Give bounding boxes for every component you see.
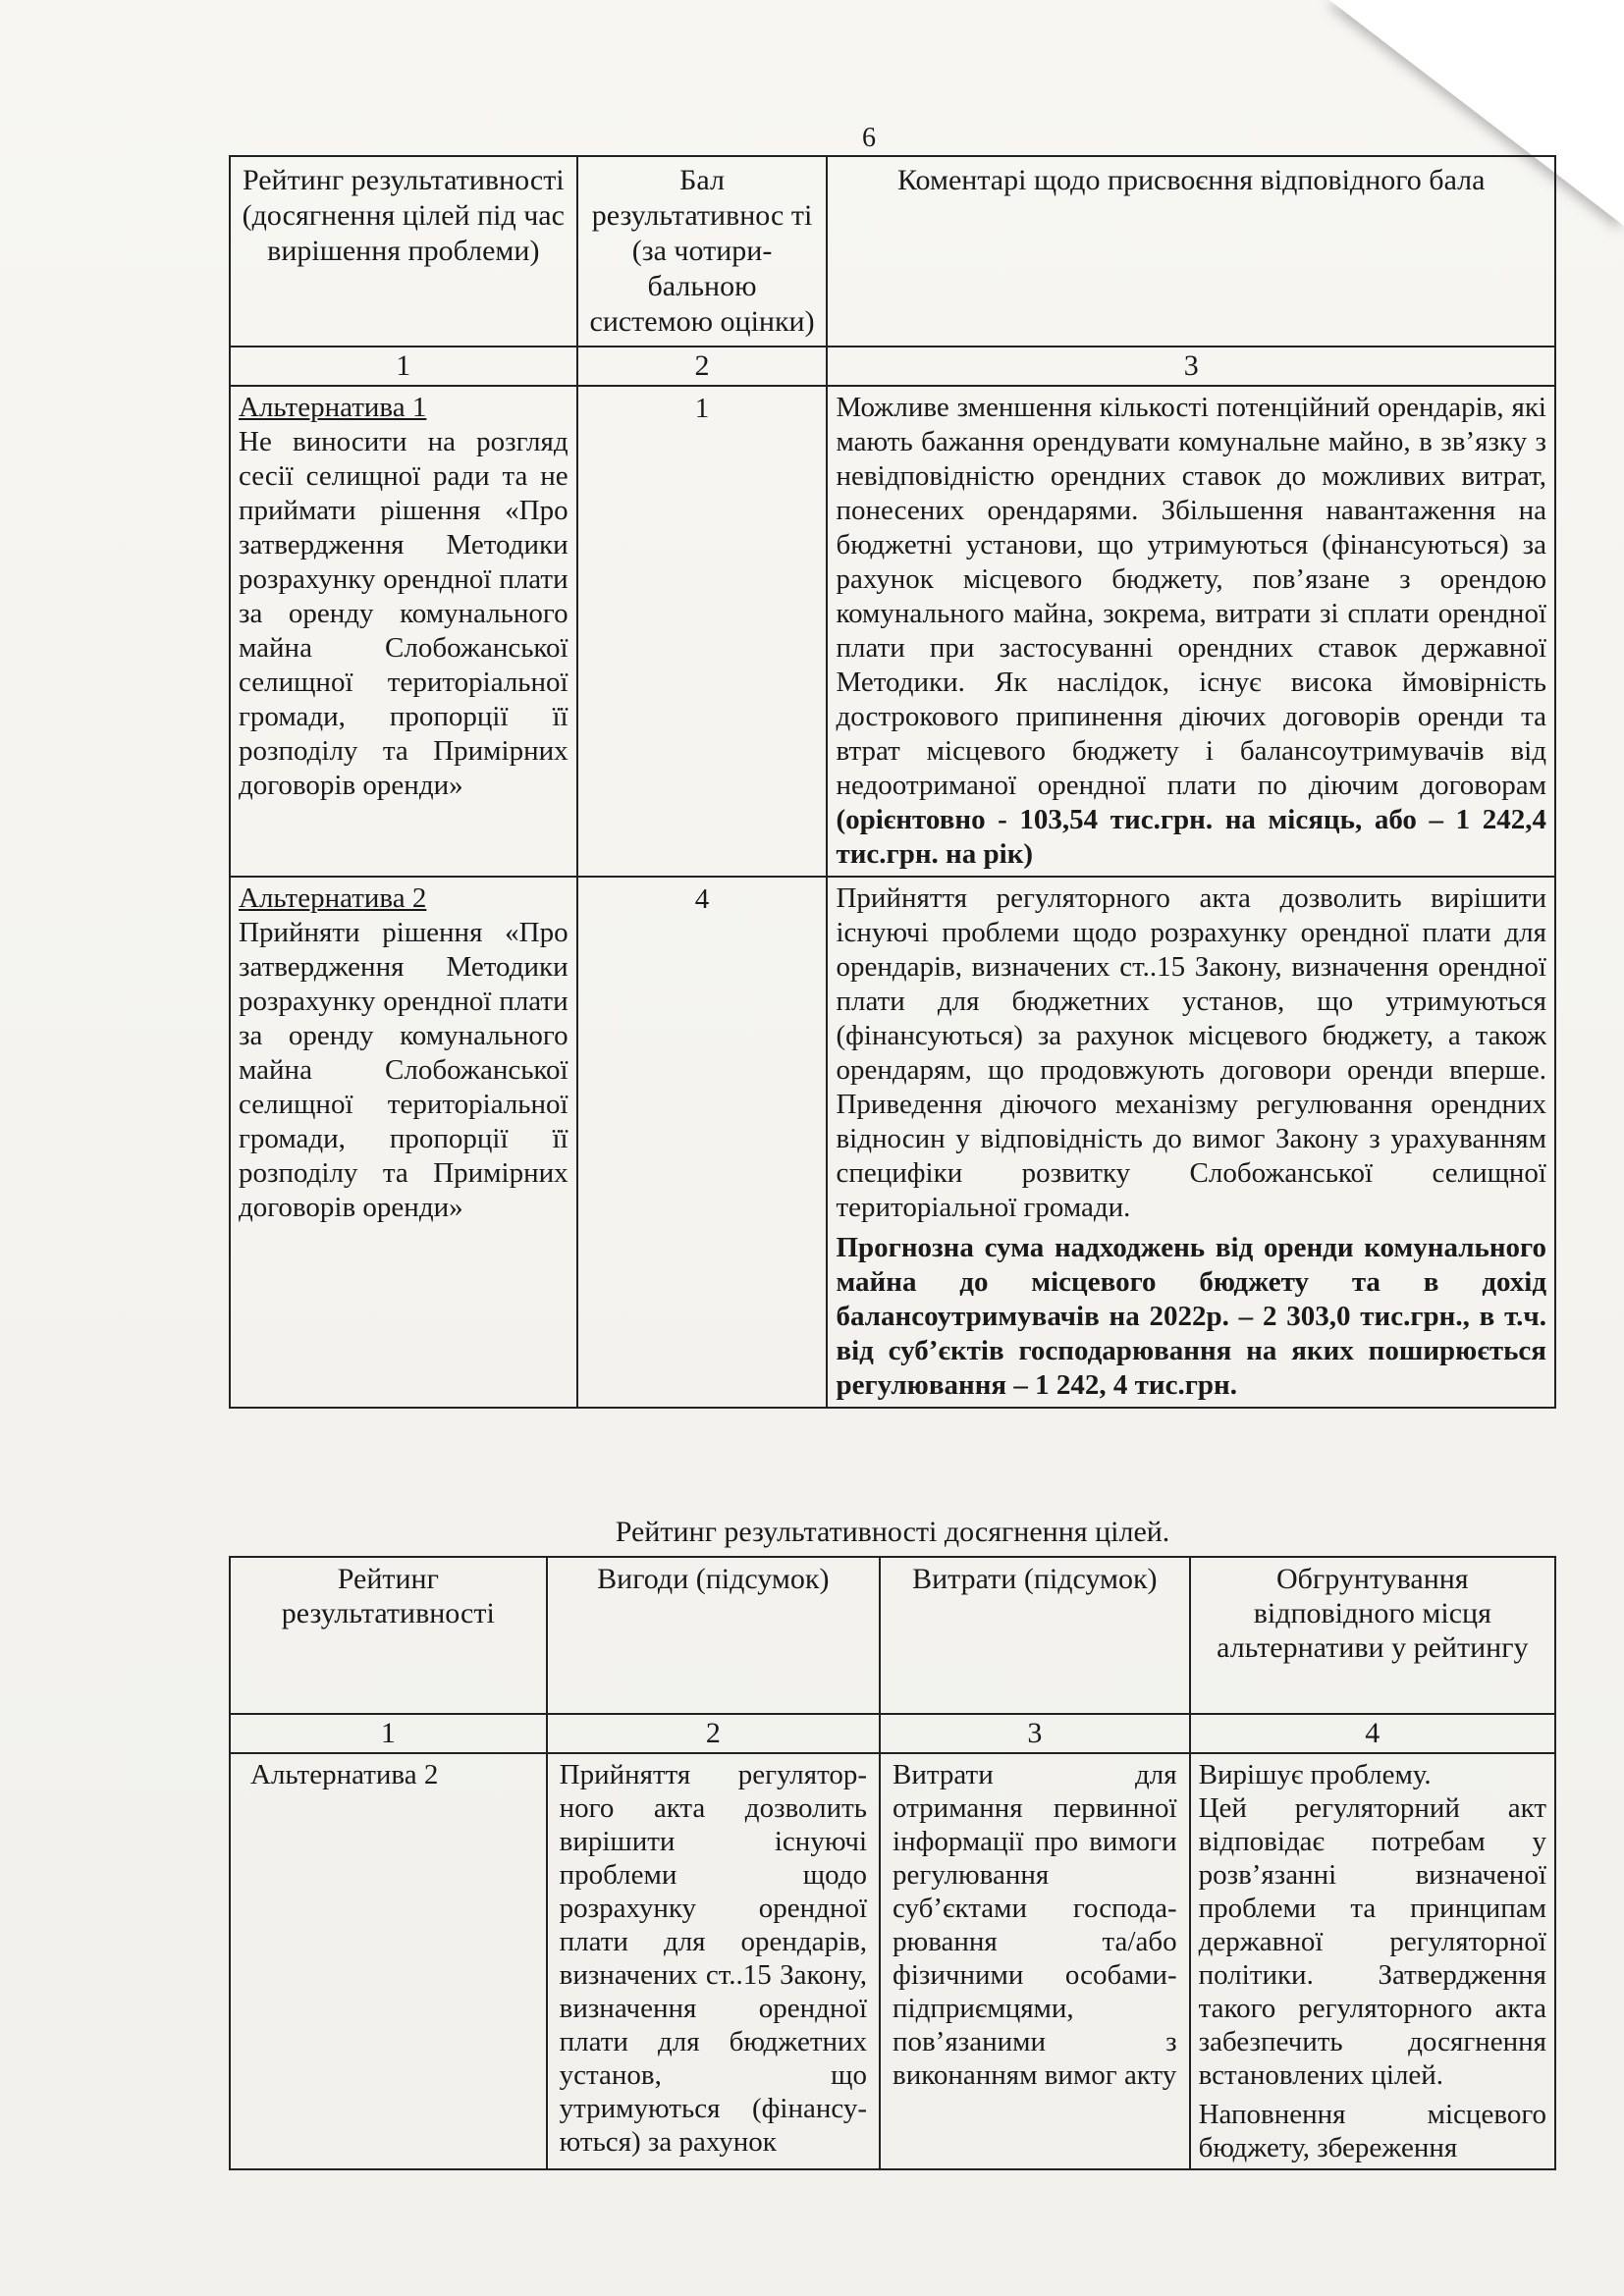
page-number: 6 <box>862 123 876 153</box>
column-number: 3 <box>827 347 1555 386</box>
comment-cell <box>827 386 1555 877</box>
score-value: 4 <box>577 877 828 1408</box>
alternative-description: Не виносити на розгляд сесії селищної ради та не приймати рішення «Про затвердження Методики розрахунку орендної плати за оренду комунального майна Слобожанської селищної територіальної громади, пропорції її розподілу та Примірних договорів оренди» <box>239 426 568 801</box>
column-number: 3 <box>880 1714 1190 1753</box>
costs-text: Витрати для отримання первинної інформації про вимоги регулювання суб’єктами господа- рювання та/або фізичними особами- підприємцями, пов’язаними з виконанням вимог акту <box>880 1753 1190 2169</box>
table-row <box>230 386 1555 877</box>
column-number: 2 <box>577 347 828 386</box>
justification-text: Цей регуляторний акт відповідає потребам у розв’язанні визначеної проблеми та принципам державної регуляторної політики. Затвердження такого регуляторного акта забезпечить досягнення встановлених цілей. <box>1198 1792 1546 2091</box>
column-number: 1 <box>230 347 577 386</box>
column-number: 4 <box>1190 1714 1555 1753</box>
justification-cell <box>1190 1753 1555 2169</box>
header-costs: Витрати (підсумок) <box>880 1557 1190 1714</box>
column-number: 1 <box>230 1714 547 1753</box>
alternative-description: Прийняти рішення «Про затвердження Методики розрахунку орендної плати за оренду комунального майна Слобожанської селищної територіальної громади, пропорції її розподілу та Примірних договорів оренди» <box>239 917 568 1223</box>
table-row <box>230 1753 1555 2169</box>
goal-achievement-rating-table <box>229 1556 1556 2170</box>
header-benefits: Вигоди (підсумок) <box>547 1557 880 1714</box>
alternative-title: Альтернатива 1 <box>239 392 427 423</box>
column-number: 2 <box>547 1714 880 1753</box>
header-comments: Коментарі щодо присвоєння відповідного бала <box>827 156 1555 347</box>
table-header-row <box>230 156 1555 347</box>
comment-text: Можливе зменшення кількості потенційний орендарів, які мають бажання орендувати комунальне майно, в зв’язку з невідповідністю орендних ставок до можливих витрат, понесених орендарями. Збільшення навантаження на бюджетні установи, що утримуються (фінансуються) за рахунок місцевого бюджету, пов’язане з орендою комунального майна, зокрема, витрати зі сплати орендної плати при застосуванні орендних ставок державної Методики. Як наслідок, існує висока ймовірність дострокового припинення діючих договорів оренди та втрат місцевого бюджету і балансоутримувачів від недоотриманої орендної плати по діючим договорам <box>836 392 1546 801</box>
header-rating: Рейтинг результативності <box>230 1557 547 1714</box>
header-rating: Рейтинг результативності (досягнення цілей під час вирішення проблеми) <box>230 156 577 347</box>
column-number-row <box>230 347 1555 386</box>
comment-bold-text: Прогнозна сума надходжень від оренди комунального майна до місцевого бюджету та в дохід балансоутримувачів на 2022р. – 2 303,0 тис.грн., в т.ч. від суб’єктів господарювання на яких поширюється регулювання – 1 242, 4 тис.грн. <box>836 1232 1546 1401</box>
header-score: Бал результативнос ті (за чотири- бальною системою оцінки) <box>577 156 828 347</box>
table-row <box>230 877 1555 1408</box>
alternative-title: Альтернатива 2 <box>239 882 427 914</box>
column-number-row <box>230 1714 1555 1753</box>
alternative-cell <box>230 877 577 1408</box>
effectiveness-score-table <box>229 155 1556 1409</box>
header-justification: Обгрунтування відповідного місця альтернативи у рейтингу <box>1190 1557 1555 1714</box>
table-caption: Рейтинг результативності досягнення цілей. <box>615 1516 1170 1548</box>
score-value: 1 <box>577 386 828 877</box>
justification-text: Наповнення місцевого бюджету, збереження <box>1198 2099 1546 2163</box>
comment-cell <box>827 877 1555 1408</box>
alternative-cell <box>230 386 577 877</box>
alternative-title: Альтернатива 2 <box>230 1753 547 2169</box>
table-header-row <box>230 1557 1555 1714</box>
comment-bold-text: (орієнтовно - 103,54 тис.грн. на місяць, або – 1 242,4 тис.грн. на рік) <box>836 804 1546 870</box>
comment-text: Прийняття регуляторного акта дозволить вирішити існуючі проблеми щодо розрахунку орендної плати для орендарів, визначених ст..15 Закону, визначення орендної плати для бюджетних установ, що утримуються (фінансуються) за рахунок місцевого бюджету, а також орендарям, що продовжують договори оренди вперше. Приведення діючого механізму регулювання орендних відносин у відповідність до вимог Закону з урахуванням специфіки розвитку Слобожанської селищної територіальної громади. <box>836 882 1546 1223</box>
benefits-text: Прийняття регулятор- ного акта дозволить вирішити існуючі проблеми щодо розрахунку орендної плати для орендарів, визначених ст..15 Закону, визначення орендної плати для бюджетних установ, що утримуються (фінансу- ються) за рахунок <box>547 1753 880 2169</box>
justification-text: Вирішує проблему. <box>1198 1759 1432 1790</box>
